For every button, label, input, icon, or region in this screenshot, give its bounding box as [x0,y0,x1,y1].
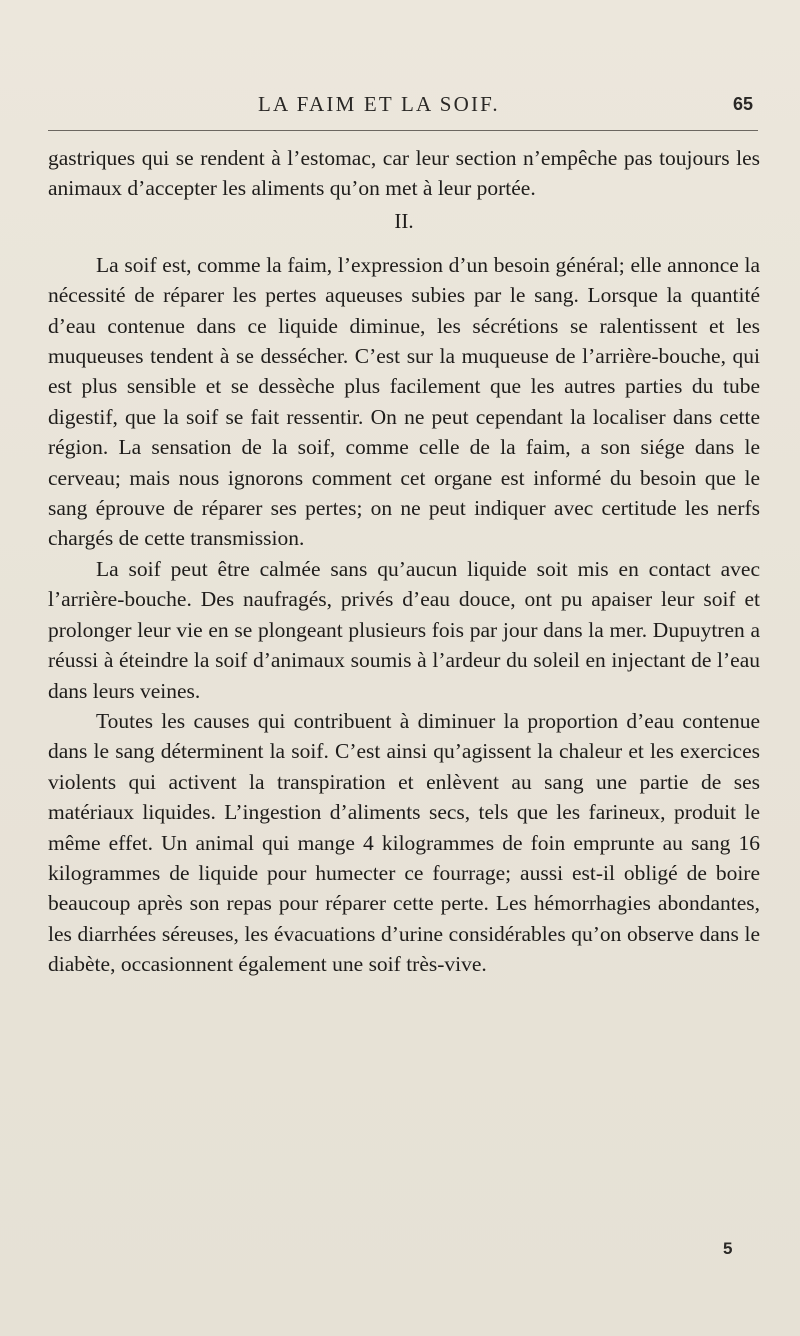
paragraph-thirst-definition: La soif est, comme la faim, l’expression d’un besoin général; elle annonce la nécessité de réparer les pertes aqueuses subies par le sang. Lorsque la quantité d’eau contenue dans ce liquide diminue, les sécrétions se ralentissent et les muqueuses tendent à se dessécher. C’est sur la muqueuse de l’arrière-bouche, qui est plus sensible et se dessèche plus facilement que les autres parties du tube digestif, que la soif se fait ressentir. On ne peut cependant la localiser dans cette région. La sensation de la soif, comme celle de la faim, a son siége dans le cerveau; mais nous ignorons comment cet organe est informé du besoin que le sang éprouve de réparer ses pertes; on ne peut indiquer avec certitude les nerfs chargés de cette transmission. [48,252,760,551]
section-heading: II. [394,208,414,233]
running-title: LA FAIM ET LA SOIF. [258,92,500,116]
paragraph-continuation: gastriques qui se rendent à l’estomac, car leur section n’empêche pas toujours les animaux d’accepter les aliments qu’on met à leur portée. [48,146,760,201]
body-text [48,143,760,980]
paragraph-thirst-calmed: La soif peut être calmée sans qu’aucun liquide soit mis en contact avec l’arrière-bouche. Des naufragés, privés d’eau douce, ont pu apaiser leur soif et prolonger leur vie en se plongeant plusieurs fois par jour dans la mer. Dupuytren a réussi à éteindre la soif d’animaux soumis à l’ardeur du soleil en injectant de l’eau dans leurs veines. [48,556,760,703]
paragraph-thirst-causes: Toutes les causes qui contribuent à diminuer la proportion d’eau contenue dans le sang déterminent la soif. C’est ainsi qu’agissent la chaleur et les exercices violents qui activent la transpiration et enlèvent au sang une partie de ses matériaux liquides. L’ingestion d’aliments secs, tels que les farineux, produit le même effet. Un animal qui mange 4 kilogrammes de foin emprunte au sang 16 kilogrammes de liquide pour humecter ce fourrage; aussi est-il obligé de boire beaucoup après son repas pour réparer cette perte. Les hémorrhagies abondantes, les diarrhées séreuses, les évacuations d’urine considérables qu’on observe dans le diabète, occasionnent également une soif très-vive. [48,708,760,977]
header-rule [48,130,758,131]
page-number: 65 [733,94,754,114]
signature-mark: 5 [723,1239,733,1258]
running-head [0,92,800,122]
